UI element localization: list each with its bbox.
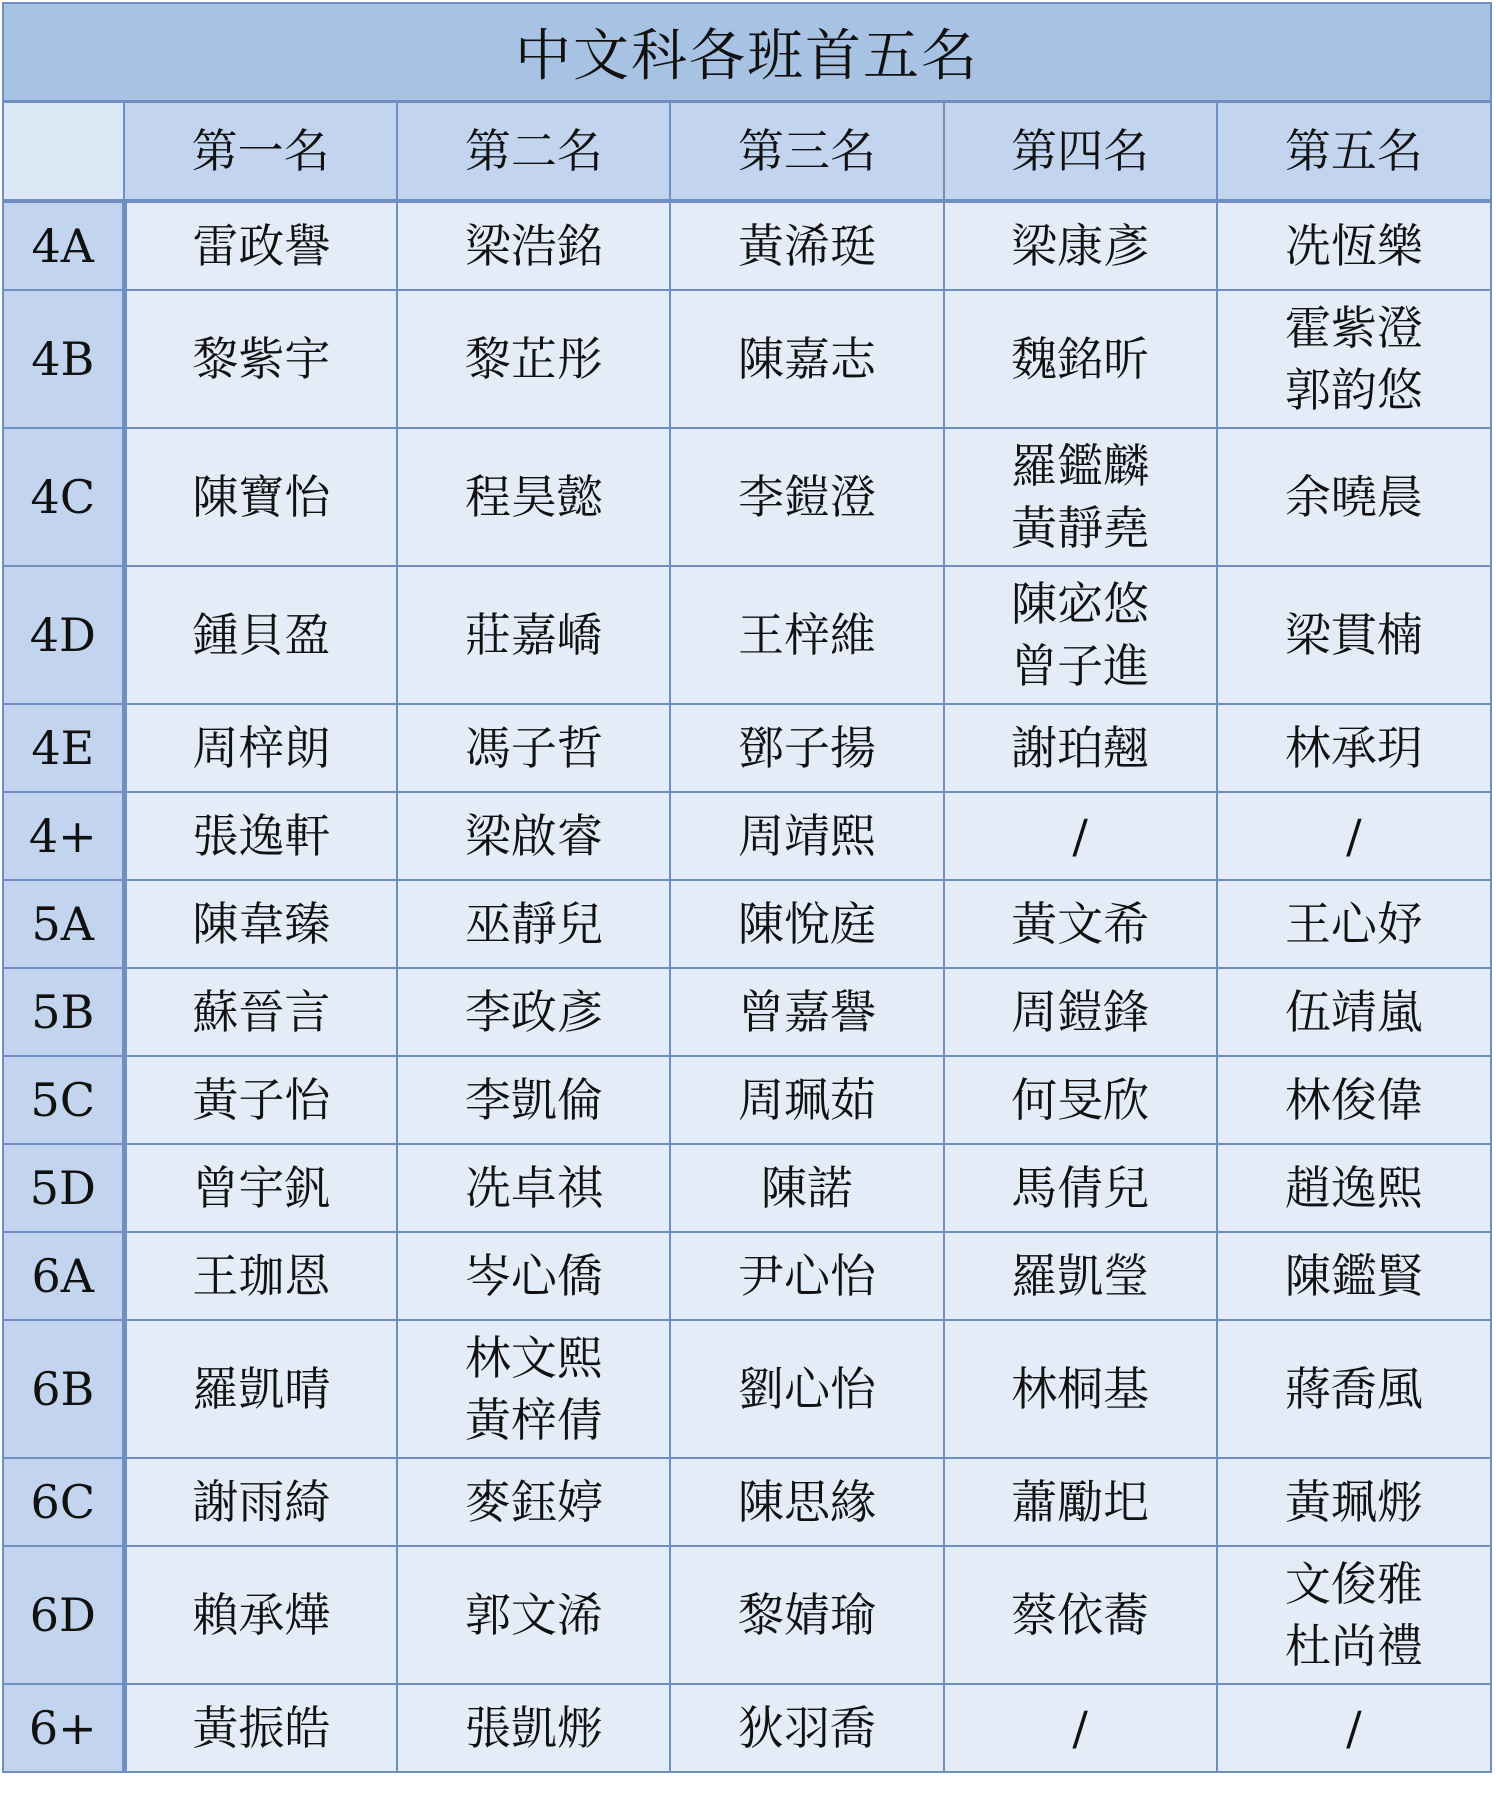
rank-3-cell bbox=[670, 1320, 943, 1458]
student-name: 曾嘉譽 bbox=[738, 985, 876, 1039]
rank-3-cell bbox=[670, 1056, 943, 1144]
header-rank-2: 第二名 bbox=[397, 103, 670, 201]
rank-5-cell bbox=[1217, 1546, 1490, 1684]
rank-5-cell bbox=[1217, 704, 1490, 792]
rank-1-cell bbox=[124, 880, 397, 968]
student-name: 賴承燁 bbox=[192, 1588, 331, 1642]
table-row bbox=[4, 1056, 1490, 1144]
rank-1-cell bbox=[124, 1684, 397, 1771]
rank-2-cell bbox=[397, 704, 670, 792]
table-row bbox=[4, 1684, 1490, 1771]
rank-1-cell bbox=[124, 1546, 397, 1684]
student-name: 霍紫澄 bbox=[1284, 301, 1423, 355]
table-row bbox=[4, 201, 1490, 290]
table-row bbox=[4, 1320, 1490, 1458]
student-name: 何旻欣 bbox=[1011, 1073, 1150, 1127]
student-name: 尹心怡 bbox=[738, 1249, 876, 1303]
student-name: / bbox=[1072, 1701, 1088, 1755]
class-label: 4B bbox=[4, 290, 124, 428]
student-name: 陳韋臻 bbox=[192, 897, 331, 951]
student-name: 蕭勵圯 bbox=[1011, 1475, 1150, 1529]
class-label: 4C bbox=[4, 428, 124, 566]
student-name: 羅鑑麟 bbox=[1011, 439, 1150, 493]
student-name: 張凱烿 bbox=[464, 1701, 603, 1755]
sheet-title: 中文科各班首五名 bbox=[4, 4, 1490, 103]
student-name: 陳諾 bbox=[761, 1161, 853, 1215]
class-label: 4D bbox=[4, 566, 124, 704]
rank-4-cell bbox=[944, 1232, 1217, 1320]
student-name: 陳嘉志 bbox=[738, 332, 876, 386]
rank-3-cell bbox=[670, 1546, 943, 1684]
class-label: 4A bbox=[4, 201, 124, 290]
rank-2-cell bbox=[397, 428, 670, 566]
rank-2-cell bbox=[397, 1458, 670, 1546]
student-name: 余曉晨 bbox=[1284, 470, 1423, 524]
student-name: 狄羽喬 bbox=[738, 1701, 876, 1755]
rank-2-cell bbox=[397, 566, 670, 704]
rank-1-cell bbox=[124, 201, 397, 290]
student-name: 杜尚禮 bbox=[1284, 1619, 1423, 1673]
student-name: 黎婧瑜 bbox=[738, 1588, 876, 1642]
header-row bbox=[4, 103, 1490, 201]
rank-5-cell bbox=[1217, 1232, 1490, 1320]
rank-1-cell bbox=[124, 968, 397, 1056]
rank-5-cell bbox=[1217, 290, 1490, 428]
header-rank-3: 第三名 bbox=[670, 103, 943, 201]
rank-5-cell bbox=[1217, 1320, 1490, 1458]
rank-4-cell bbox=[944, 566, 1217, 704]
rank-4-cell bbox=[944, 968, 1217, 1056]
class-label: 4E bbox=[4, 704, 124, 792]
rank-2-cell bbox=[397, 880, 670, 968]
student-name: 蔡依蕎 bbox=[1011, 1588, 1150, 1642]
student-name: 黃子怡 bbox=[192, 1073, 331, 1127]
rank-3-cell bbox=[670, 1458, 943, 1546]
results-sheet bbox=[2, 2, 1492, 1773]
student-name: 蘇晉言 bbox=[192, 985, 331, 1039]
student-name: 郭韵悠 bbox=[1284, 363, 1423, 417]
student-name: 鄧子揚 bbox=[738, 721, 876, 775]
student-name: 黎芷彤 bbox=[464, 332, 603, 386]
rank-3-cell bbox=[670, 566, 943, 704]
student-name: 雷政譽 bbox=[192, 219, 331, 273]
student-name: 周梓朗 bbox=[192, 721, 331, 775]
student-name: 李政彥 bbox=[464, 985, 603, 1039]
rank-4-cell bbox=[944, 704, 1217, 792]
student-name: 蔣喬風 bbox=[1284, 1362, 1423, 1416]
student-name: 馮子哲 bbox=[464, 721, 603, 775]
rank-5-cell bbox=[1217, 566, 1490, 704]
table-row bbox=[4, 1546, 1490, 1684]
student-name: 張逸軒 bbox=[192, 809, 331, 863]
rank-1-cell bbox=[124, 1144, 397, 1232]
rank-5-cell bbox=[1217, 1684, 1490, 1771]
rank-4-cell bbox=[944, 1144, 1217, 1232]
student-name: 周鎧鋒 bbox=[1011, 985, 1150, 1039]
student-name: 李鎧澄 bbox=[738, 470, 876, 524]
rank-3-cell bbox=[670, 1232, 943, 1320]
table-row bbox=[4, 1144, 1490, 1232]
student-name: 陳寶怡 bbox=[192, 470, 331, 524]
student-name: 陳悅庭 bbox=[738, 897, 876, 951]
student-name: 黃梓倩 bbox=[464, 1393, 603, 1447]
student-name: 莊嘉嶠 bbox=[464, 608, 603, 662]
rank-2-cell bbox=[397, 1684, 670, 1771]
rank-3-cell bbox=[670, 792, 943, 880]
table-row bbox=[4, 428, 1490, 566]
student-name: 陳思緣 bbox=[738, 1475, 876, 1529]
class-label: 6D bbox=[4, 1546, 124, 1684]
rank-2-cell bbox=[397, 1232, 670, 1320]
student-name: 鍾貝盈 bbox=[192, 608, 331, 662]
student-name: 伍靖嵐 bbox=[1284, 985, 1423, 1039]
rank-2-cell bbox=[397, 1320, 670, 1458]
rank-1-cell bbox=[124, 1056, 397, 1144]
rank-5-cell bbox=[1217, 1144, 1490, 1232]
student-name: 陳鑑賢 bbox=[1284, 1249, 1423, 1303]
student-name: 梁康彥 bbox=[1011, 219, 1150, 273]
student-name: 冼卓祺 bbox=[464, 1161, 603, 1215]
student-name: 冼恆樂 bbox=[1284, 219, 1423, 273]
student-name: 黃振皓 bbox=[192, 1701, 331, 1755]
rank-1-cell bbox=[124, 566, 397, 704]
header-rank-1: 第一名 bbox=[124, 103, 397, 201]
student-name: 王梓維 bbox=[738, 608, 876, 662]
student-name: 文俊雅 bbox=[1284, 1557, 1423, 1611]
student-name: 黃浠珽 bbox=[738, 219, 876, 273]
rank-5-cell bbox=[1217, 792, 1490, 880]
rank-4-cell bbox=[944, 1320, 1217, 1458]
rank-4-cell bbox=[944, 290, 1217, 428]
student-name: 周珮茹 bbox=[738, 1073, 876, 1127]
corner-cell bbox=[4, 103, 124, 201]
table-row bbox=[4, 880, 1490, 968]
student-name: 劉心怡 bbox=[738, 1362, 876, 1416]
student-name: 曾宇釩 bbox=[192, 1161, 331, 1215]
student-name: 黃靜堯 bbox=[1011, 501, 1150, 555]
rank-3-cell bbox=[670, 704, 943, 792]
rank-3-cell bbox=[670, 428, 943, 566]
table-row bbox=[4, 566, 1490, 704]
rank-1-cell bbox=[124, 290, 397, 428]
rank-5-cell bbox=[1217, 428, 1490, 566]
student-name: 郭文浠 bbox=[464, 1588, 603, 1642]
rank-2-cell bbox=[397, 1056, 670, 1144]
rank-2-cell bbox=[397, 290, 670, 428]
rank-3-cell bbox=[670, 290, 943, 428]
student-name: 岑心僑 bbox=[464, 1249, 603, 1303]
student-name: 羅凱瑩 bbox=[1011, 1249, 1150, 1303]
rank-2-cell bbox=[397, 201, 670, 290]
rankings-table bbox=[4, 103, 1490, 1771]
rank-1-cell bbox=[124, 1232, 397, 1320]
student-name: 羅凱晴 bbox=[192, 1362, 331, 1416]
student-name: 林承玥 bbox=[1284, 721, 1423, 775]
rank-4-cell bbox=[944, 792, 1217, 880]
student-name: 黎紫宇 bbox=[192, 332, 331, 386]
rank-4-cell bbox=[944, 1458, 1217, 1546]
table-row bbox=[4, 290, 1490, 428]
student-name: 馬倩兒 bbox=[1011, 1161, 1150, 1215]
header-rank-5: 第五名 bbox=[1217, 103, 1490, 201]
rank-2-cell bbox=[397, 968, 670, 1056]
table-row bbox=[4, 704, 1490, 792]
student-name: / bbox=[1346, 809, 1362, 863]
class-label: 5D bbox=[4, 1144, 124, 1232]
rank-4-cell bbox=[944, 1056, 1217, 1144]
student-name: 李凱倫 bbox=[464, 1073, 603, 1127]
rank-3-cell bbox=[670, 1684, 943, 1771]
rank-1-cell bbox=[124, 792, 397, 880]
rank-3-cell bbox=[670, 1144, 943, 1232]
rank-1-cell bbox=[124, 1320, 397, 1458]
rank-5-cell bbox=[1217, 1056, 1490, 1144]
rank-5-cell bbox=[1217, 1458, 1490, 1546]
class-label: 6B bbox=[4, 1320, 124, 1458]
student-name: 王心妤 bbox=[1284, 897, 1423, 951]
table-row bbox=[4, 1458, 1490, 1546]
student-name: 林俊偉 bbox=[1284, 1073, 1423, 1127]
rank-5-cell bbox=[1217, 201, 1490, 290]
rank-2-cell bbox=[397, 1546, 670, 1684]
rank-5-cell bbox=[1217, 968, 1490, 1056]
rank-4-cell bbox=[944, 1546, 1217, 1684]
class-label: 6A bbox=[4, 1232, 124, 1320]
student-name: 謝雨綺 bbox=[192, 1475, 331, 1529]
table-row bbox=[4, 1232, 1490, 1320]
class-label: 5C bbox=[4, 1056, 124, 1144]
class-label: 5B bbox=[4, 968, 124, 1056]
student-name: 梁啟睿 bbox=[464, 809, 603, 863]
student-name: 梁浩銘 bbox=[464, 219, 603, 273]
student-name: / bbox=[1072, 809, 1088, 863]
rank-1-cell bbox=[124, 704, 397, 792]
rank-1-cell bbox=[124, 1458, 397, 1546]
student-name: / bbox=[1346, 1701, 1362, 1755]
student-name: 趙逸熙 bbox=[1284, 1161, 1423, 1215]
rank-2-cell bbox=[397, 792, 670, 880]
rank-2-cell bbox=[397, 1144, 670, 1232]
student-name: 謝珀翹 bbox=[1011, 721, 1150, 775]
student-name: 林桐基 bbox=[1011, 1362, 1150, 1416]
rank-4-cell bbox=[944, 428, 1217, 566]
student-name: 黃文希 bbox=[1011, 897, 1150, 951]
table-row bbox=[4, 968, 1490, 1056]
student-name: 曾子進 bbox=[1011, 639, 1150, 693]
class-label: 6C bbox=[4, 1458, 124, 1546]
rank-4-cell bbox=[944, 201, 1217, 290]
class-label: 5A bbox=[4, 880, 124, 968]
student-name: 林文熙 bbox=[464, 1331, 603, 1385]
rank-3-cell bbox=[670, 880, 943, 968]
class-label: 6+ bbox=[4, 1684, 124, 1771]
student-name: 麥鈺婷 bbox=[464, 1475, 603, 1529]
rank-4-cell bbox=[944, 1684, 1217, 1771]
class-label: 4+ bbox=[4, 792, 124, 880]
student-name: 梁貫楠 bbox=[1284, 608, 1423, 662]
rank-3-cell bbox=[670, 201, 943, 290]
rank-4-cell bbox=[944, 880, 1217, 968]
student-name: 黃珮烿 bbox=[1284, 1475, 1423, 1529]
student-name: 王珈恩 bbox=[192, 1249, 331, 1303]
header-rank-4: 第四名 bbox=[944, 103, 1217, 201]
student-name: 魏銘昕 bbox=[1011, 332, 1150, 386]
student-name: 程昊懿 bbox=[464, 470, 603, 524]
student-name: 陳宓悠 bbox=[1011, 577, 1150, 631]
table-row bbox=[4, 792, 1490, 880]
student-name: 巫靜兒 bbox=[464, 897, 603, 951]
student-name: 周靖熙 bbox=[738, 809, 876, 863]
rank-3-cell bbox=[670, 968, 943, 1056]
rank-1-cell bbox=[124, 428, 397, 566]
rank-5-cell bbox=[1217, 880, 1490, 968]
